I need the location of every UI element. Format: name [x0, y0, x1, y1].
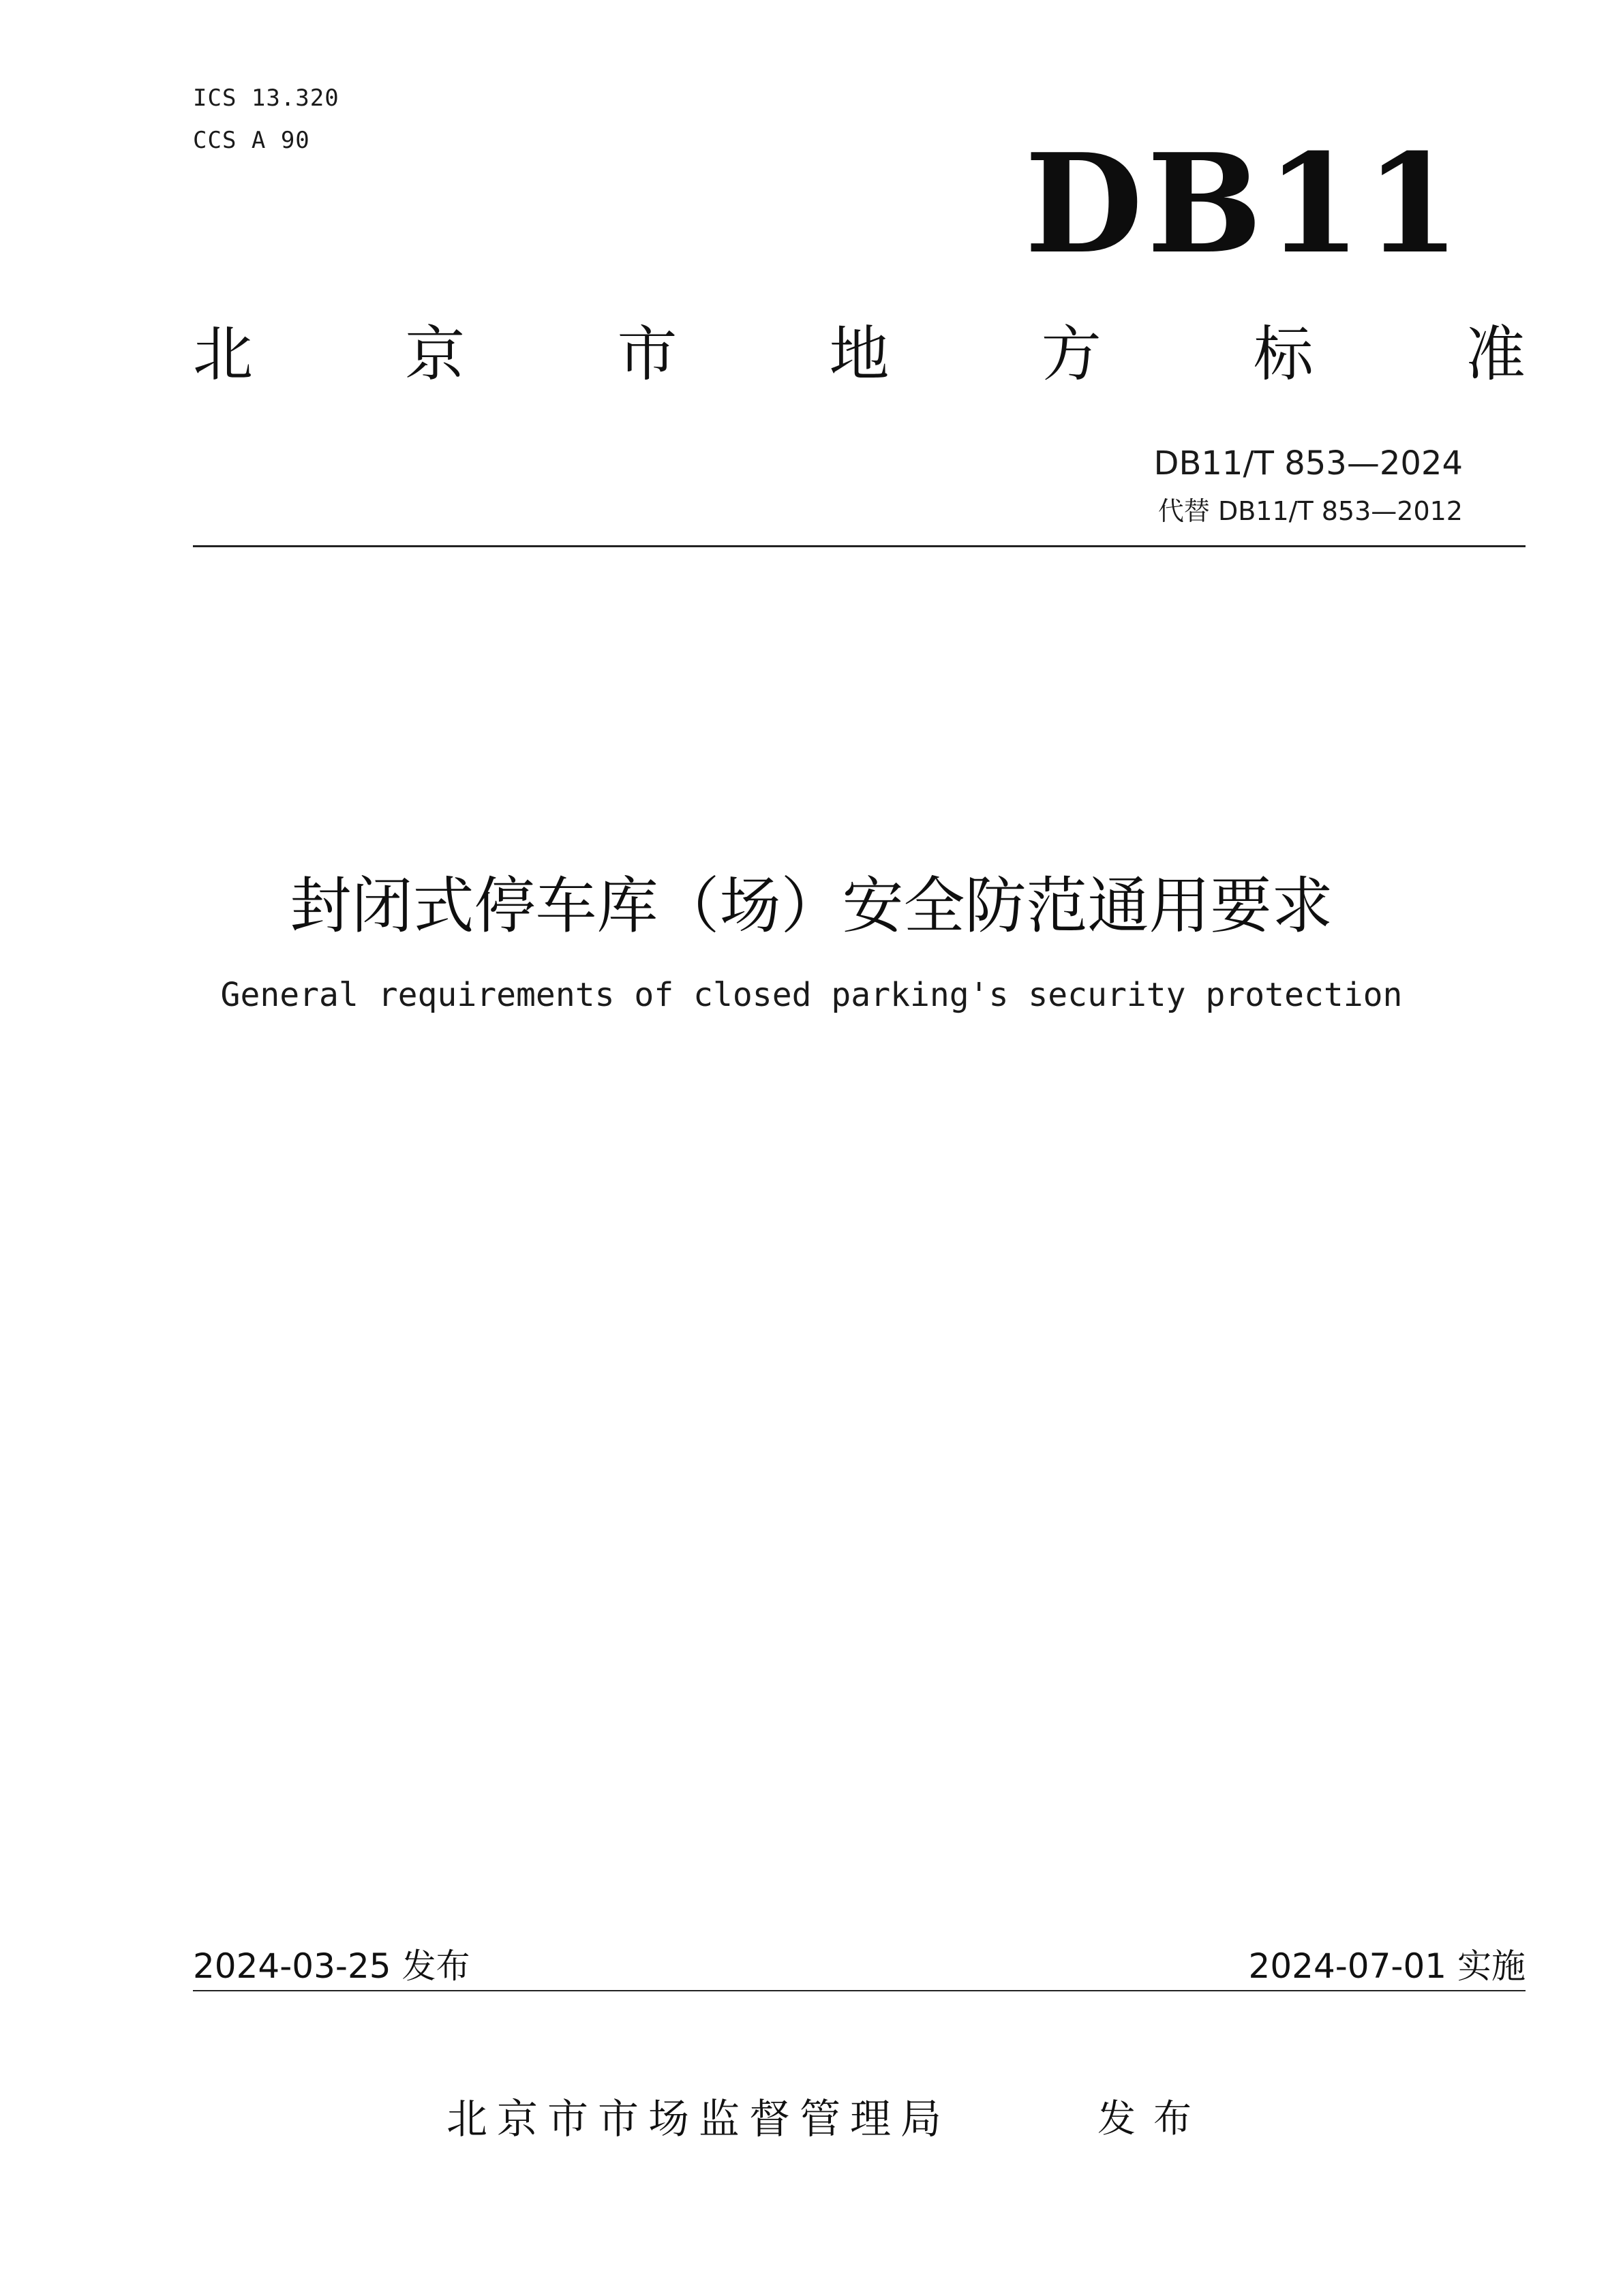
- footer-divider: [193, 1990, 1526, 1991]
- issue-date: 2024-03-25 发布: [193, 1946, 470, 1986]
- ics-code: ICS 13.320: [193, 85, 339, 112]
- implementation-date: 2024-07-01 实施: [1248, 1946, 1526, 1986]
- document-title-chinese: 封闭式停车库（场）安全防范通用要求: [290, 870, 1333, 942]
- issue-action: 发布: [1097, 2097, 1209, 2141]
- standard-type-char: 市: [617, 319, 678, 389]
- document-title-english: General requirements of closed parking's security protection: [220, 976, 1403, 1014]
- issuing-authority: 北京市市场监督管理局: [446, 2096, 951, 2143]
- replaced-standard: 代替 DB11/T 853—2012: [1157, 496, 1463, 526]
- standard-type-char: 地: [829, 319, 890, 389]
- standard-type-char: 京: [405, 319, 466, 389]
- standard-number: DB11/T 853—2024: [1153, 444, 1463, 483]
- ccs-code: CCS A 90: [193, 127, 310, 154]
- standard-type-heading: [193, 320, 1526, 388]
- standard-type-char: 标: [1253, 319, 1314, 389]
- standard-type-char: 准: [1465, 319, 1526, 389]
- standard-type-char: 方: [1041, 319, 1102, 389]
- db11-logo: DB11: [1025, 124, 1464, 284]
- header-divider: [193, 545, 1526, 547]
- standard-type-char: 北: [193, 319, 254, 389]
